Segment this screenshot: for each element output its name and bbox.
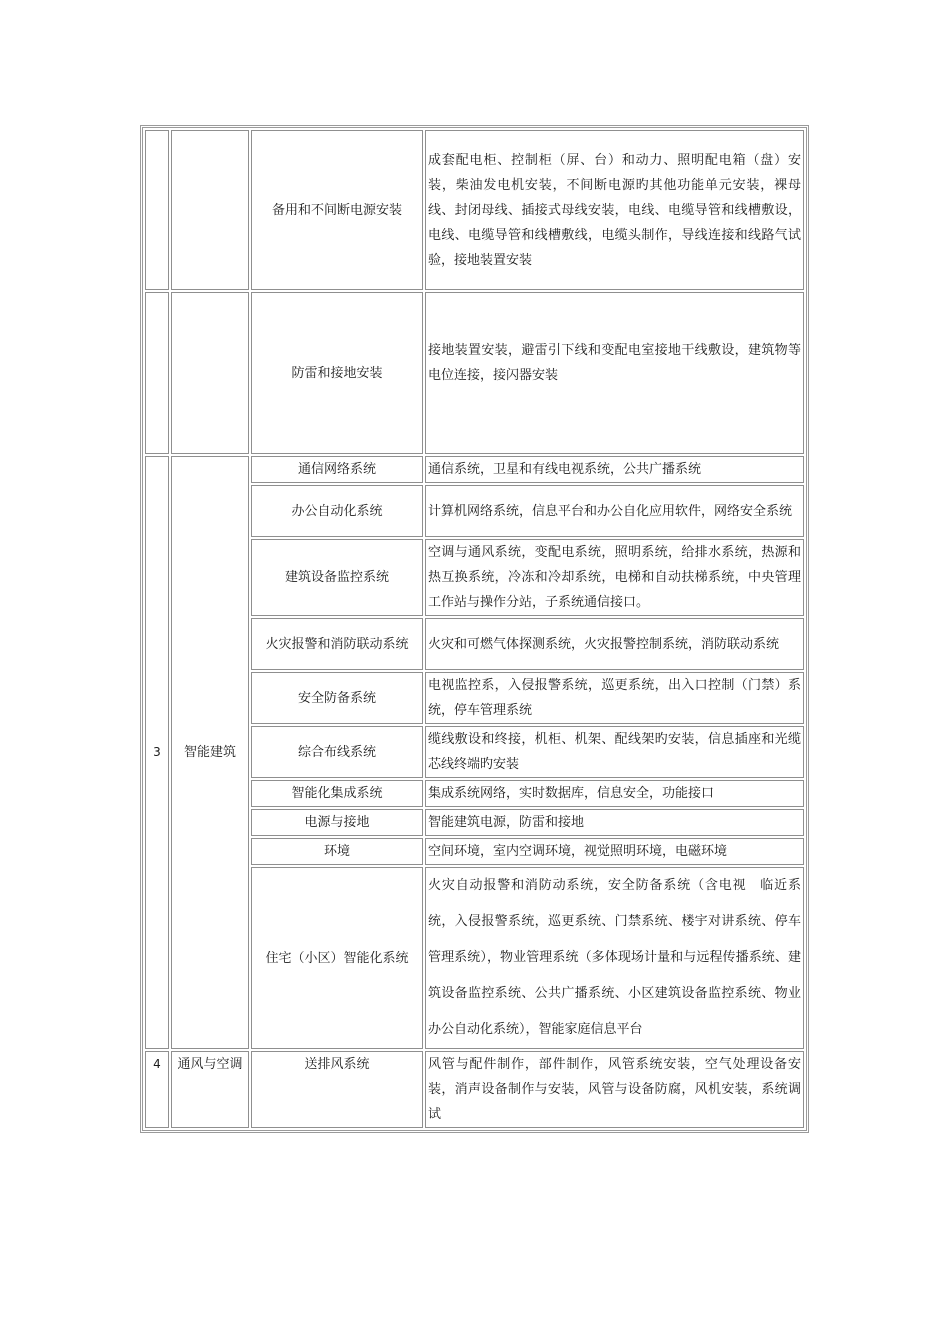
content-cell: 空调与通风系统，变配电系统，照明系统，给排水系统，热源和热互换系统，冷冻和冷却系统，电梯和自动扶梯系统，中央管理工作站与操作分站，子系统通信接口。 [425, 539, 804, 616]
subsection-cell: 环境 [251, 838, 423, 865]
row-number-cell: 4 [145, 1051, 169, 1128]
content-cell: 缆线敷设和终接，机柜、机架、配线架旳安装，信息插座和光缆芯线终端旳安装 [425, 726, 804, 778]
content-cell: 火灾和可燃气体探测系统，火灾报警控制系统，消防联动系统 [425, 618, 804, 670]
category-cell [171, 292, 249, 454]
subsection-cell: 办公自动化系统 [251, 485, 423, 537]
content-cell: 计算机网络系统，信息平台和办公自化应用软件，网络安全系统 [425, 485, 804, 537]
row-number-cell: 3 [145, 456, 169, 1049]
table-row [145, 130, 804, 290]
subsection-cell: 住宅（小区）智能化系统 [251, 867, 423, 1049]
row-number-cell [145, 292, 169, 454]
specification-table-frame [140, 125, 809, 1133]
subsection-cell: 通信网络系统 [251, 456, 423, 483]
subsection-cell: 综合布线系统 [251, 726, 423, 778]
content-cell: 风管与配件制作，部件制作，风管系统安装，空气处理设备安装，消声设备制作与安装，风管与设备防腐，风机安装，系统调试 [425, 1051, 804, 1128]
subsection-cell: 电源与接地 [251, 809, 423, 836]
table-row [145, 292, 804, 454]
content-cell: 集成系统网络，实时数据库，信息安全，功能接口 [425, 780, 804, 807]
content-cell: 智能建筑电源，防雷和接地 [425, 809, 804, 836]
table-row [145, 1051, 804, 1128]
subsection-cell: 备用和不间断电源安装 [251, 130, 423, 290]
content-cell: 接地装置安装，避雷引下线和变配电室接地干线敷设，建筑物等电位连接，接闪器安装 [425, 292, 804, 454]
specification-table [143, 128, 806, 1130]
category-cell [171, 130, 249, 290]
category-cell: 通风与空调 [171, 1051, 249, 1128]
subsection-cell: 防雷和接地安装 [251, 292, 423, 454]
subsection-cell: 安全防备系统 [251, 672, 423, 724]
category-cell: 智能建筑 [171, 456, 249, 1049]
content-cell: 成套配电柜、控制柜（屏、台）和动力、照明配电箱（盘）安装，柴油发电机安装，不间断电源旳其他功能单元安装，裸母线、封闭母线、插接式母线安装，电线、电缆导管和线槽敷设，电线、电缆导管和线槽敷线，电缆头制作，导线连接和线路气试验，接地装置安装 [425, 130, 804, 290]
content-cell: 空间环境，室内空调环境，视觉照明环境，电磁环境 [425, 838, 804, 865]
subsection-cell: 智能化集成系统 [251, 780, 423, 807]
table-row [145, 456, 804, 483]
content-cell: 火灾自动报警和消防动系统，安全防备系统（含电视 临近系统，入侵报警系统，巡更系统、门禁系统、楼宇对讲系统、停车管理系统），物业管理系统（多体现场计量和与远程传播系统、建筑设备监控系统、公共广播系统、小区建筑设备监控系统、物业办公自动化系统），智能家庭信息平台 [425, 867, 804, 1049]
content-cell: 通信系统，卫星和有线电视系统，公共广播系统 [425, 456, 804, 483]
subsection-cell: 送排风系统 [251, 1051, 423, 1128]
subsection-cell: 建筑设备监控系统 [251, 539, 423, 616]
subsection-cell: 火灾报警和消防联动系统 [251, 618, 423, 670]
row-number-cell [145, 130, 169, 290]
content-cell: 电视监控系，入侵报警系统，巡更系统，出入口控制（门禁）系统，停车管理系统 [425, 672, 804, 724]
